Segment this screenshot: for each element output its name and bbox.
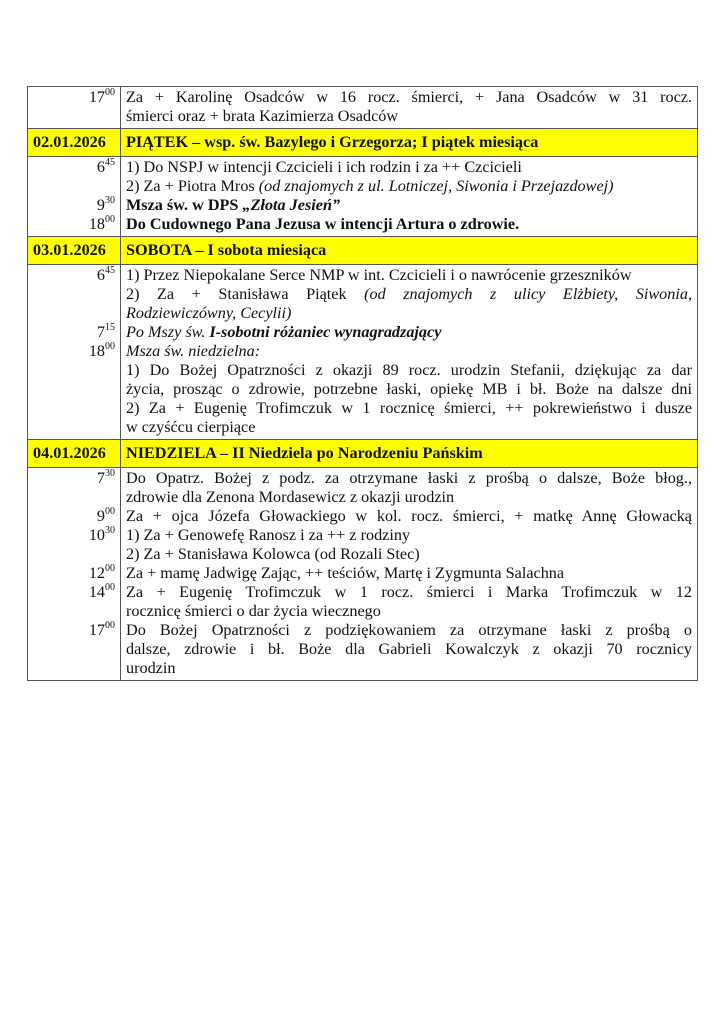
intention-line: śmierci oraz + brata Kazimierza Osadców: [126, 107, 399, 125]
intention-cell: [121, 468, 698, 681]
intention-line: dalsze, zdrowie i bł. Boże dla Gabrieli Kowalczyk z okazji 70 rocznicy: [126, 640, 692, 658]
intention-line: Msza św. w DPS „Złota Jesień”: [126, 196, 341, 214]
mass-time: $14^{00}$: [88, 581, 115, 601]
mass-time: $9^{00}$: [96, 505, 115, 525]
intention-line: Za + mamę Jadwigę Zając, ++ teściów, Martę i Zygmunta Salachna: [126, 564, 565, 582]
day-date: 03.01.2026: [28, 237, 121, 265]
time-cell: [28, 157, 121, 237]
intention-cell: [121, 157, 698, 237]
intention-line: 1) Za + Genowefę Ranosz i za ++ z rodziny: [126, 526, 411, 544]
mass-time: $18^{00}$: [88, 340, 115, 360]
intention-line: Za + Karolinę Osadców w 16 rocz. śmierci, + Jana Osadców w 31 rocz.: [126, 88, 692, 106]
intention-line: Do Bożej Opatrzności z podziękowaniem za otrzymane łaski z prośbą o: [126, 621, 692, 639]
mass-time: $7^{15}$: [96, 321, 115, 341]
intention-line: 2) Za + Piotra Mros (od znajomych z ul. Lotniczej, Siwonia i Przejazdowej): [126, 177, 614, 195]
mass-time: $18^{00}$: [88, 213, 115, 233]
mass-time: $7^{30}$: [96, 467, 115, 487]
intention-line: w czyśćcu cierpiące: [126, 418, 256, 436]
mass-time: $6^{45}$: [96, 156, 115, 176]
time-cell: [28, 265, 121, 440]
mass-time: $12^{00}$: [88, 562, 115, 582]
intention-line: 2) Za + Stanisława Piątek (od znajomych z ulicy Elżbiety, Siwonia,: [126, 285, 693, 303]
intention-line: 1) Przez Niepokalane Serce NMP w int. Czcicieli i o nawrócenie grzeszników: [126, 266, 632, 284]
table-row: [28, 468, 698, 681]
mass-time: $9^{30}$: [96, 194, 115, 214]
intention-line: Za + ojca Józefa Głowackiego w kol. rocz. śmierci, + matkę Annę Głowacką: [126, 507, 692, 525]
intention-cell: [121, 87, 698, 129]
intention-line: zdrowie dla Zenona Mordasewicz z okazji urodzin: [126, 488, 455, 506]
mass-time: $17^{00}$: [88, 619, 115, 639]
time-cell: [28, 87, 121, 129]
mass-time: $17^{00}$: [88, 86, 115, 106]
intention-line: Do Opatrz. Bożej z podz. za otrzymane łaski z prośbą o dalsze, Boże błog.,: [126, 469, 692, 487]
intention-line: 2) Za + Stanisława Kolowca (od Rozali Stec): [126, 545, 420, 563]
intention-line: Za + Eugenię Trofimczuk w 1 rocz. śmierci i Marka Trofimczuk w 12: [126, 583, 692, 601]
day-title: SOBOTA – I sobota miesiąca: [121, 237, 698, 265]
table-row: [28, 87, 698, 129]
intention-line: 1) Do NSPJ w intencji Czcicieli i ich rodzin i za ++ Czcicieli: [126, 158, 522, 176]
day-date: 04.01.2026: [28, 440, 121, 468]
day-title: NIEDZIELA – II Niedziela po Narodzeniu Pańskim: [121, 440, 698, 468]
time-cell: [28, 468, 121, 681]
intention-line: życia, prosząc o zdrowie, potrzebne łaski, opiekę MB i bł. Boże na dalsze dni: [126, 380, 692, 398]
table-row: [28, 157, 698, 237]
day-date: 02.01.2026: [28, 129, 121, 157]
intention-line: Po Mszy św. I-sobotni różaniec wynagradzający: [126, 323, 442, 341]
intention-line: urodzin: [126, 659, 176, 677]
day-title: PIĄTEK – wsp. św. Bazylego i Grzegorza; I piątek miesiąca: [121, 129, 698, 157]
mass-time: $10^{30}$: [88, 524, 115, 544]
intention-line: 2) Za + Eugenię Trofimczuk w 1 rocznicę śmierci, ++ pokrewieństwo i dusze: [126, 399, 692, 417]
mass-schedule-table: [27, 86, 698, 681]
day-header-row: [28, 440, 698, 468]
intention-line: Do Cudownego Pana Jezusa w intencji Artura o zdrowie.: [126, 215, 520, 233]
intention-cell: [121, 265, 698, 440]
mass-time: $6^{45}$: [96, 264, 115, 284]
table-row: [28, 265, 698, 440]
day-header-row: [28, 129, 698, 157]
day-header-row: [28, 237, 698, 265]
intention-line: Msza św. niedzielna:: [126, 342, 261, 360]
intention-line: rocznicę śmierci o dar życia wiecznego: [126, 602, 381, 620]
intention-line: Rodziewiczówny, Cecylii): [126, 304, 292, 322]
intention-line: 1) Do Bożej Opatrzności z okazji 89 rocz. urodzin Stefanii, dziękując za dar: [126, 361, 692, 379]
